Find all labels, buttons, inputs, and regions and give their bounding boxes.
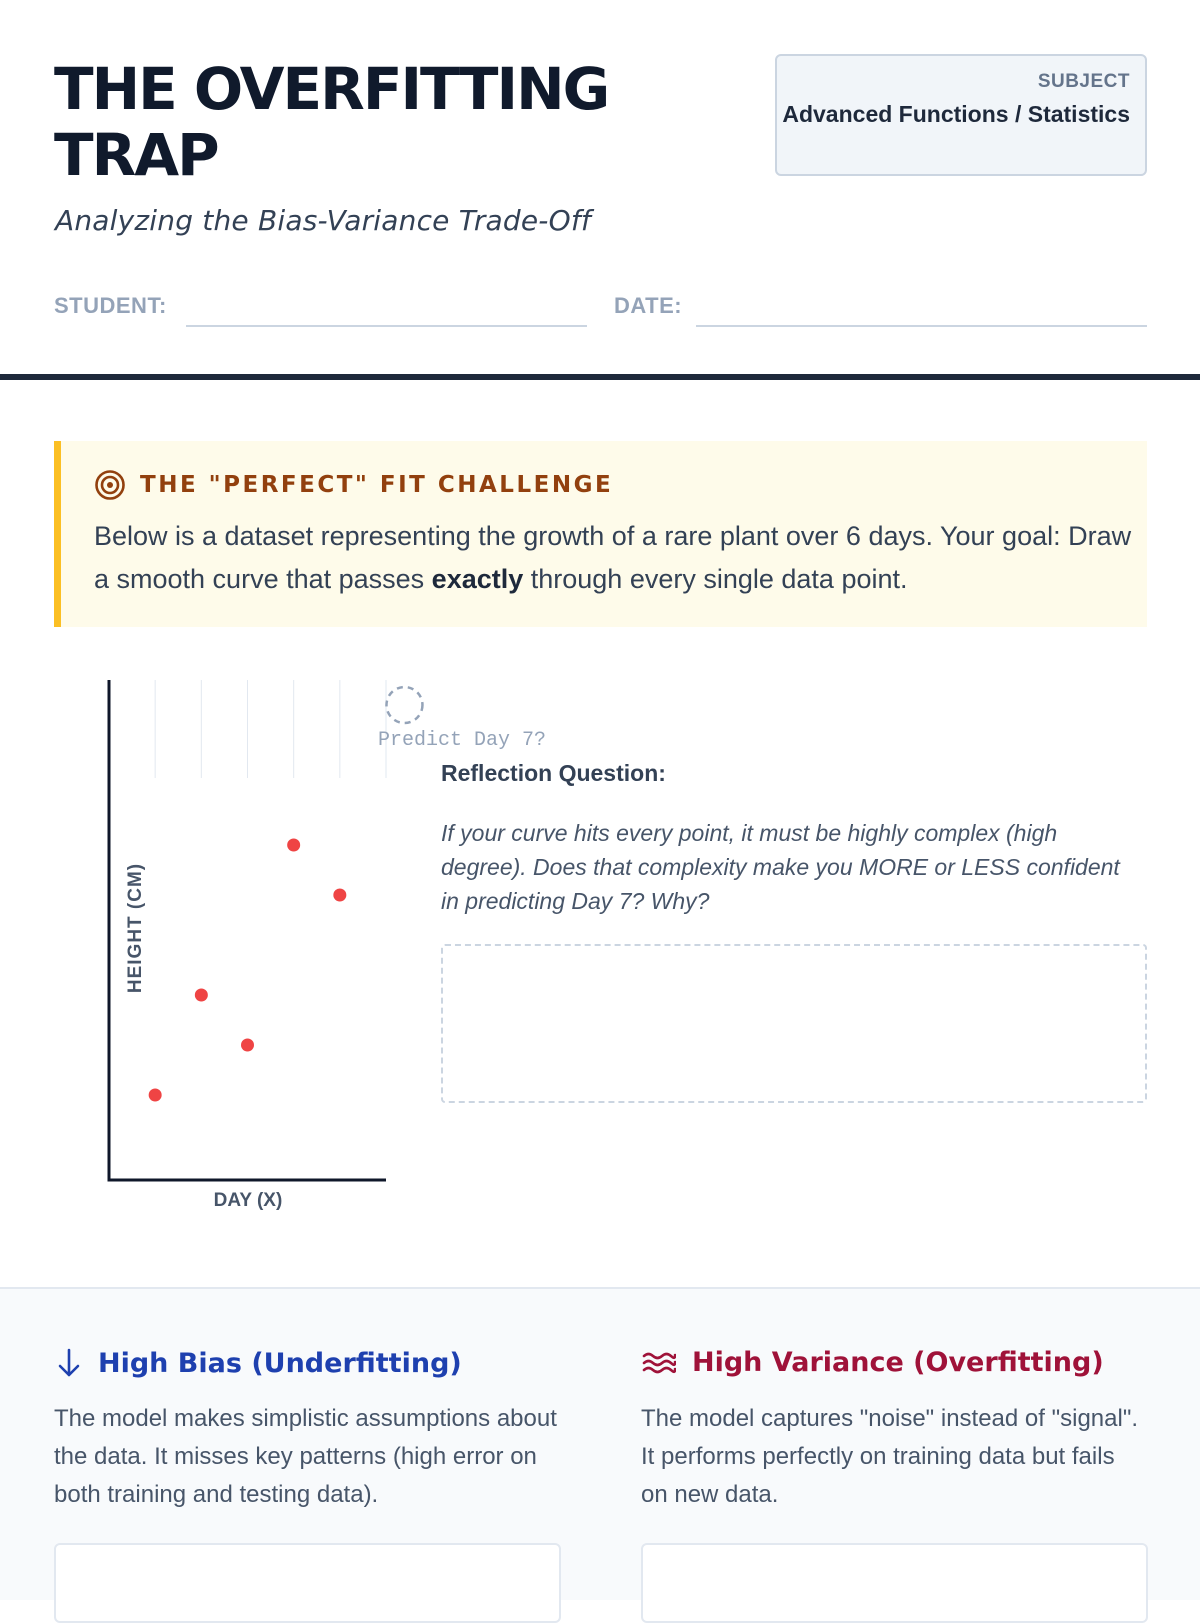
waves-icon [642,1350,676,1376]
data-point-1 [149,1089,162,1102]
subject-label: SUBJECT [1037,71,1130,92]
bias-title: High Bias (Underfitting) [98,1347,462,1379]
reflection-question: If your curve hits every point, it must be highly complex (high degree). Does that complexity make you MORE or LESS confident in predicting Day 7? Why? [441,820,1120,914]
y-axis-label: HEIGHT (CM) [125,862,146,994]
bias-answer-box[interactable] [54,1543,561,1623]
data-point-5 [333,889,346,902]
challenge-title: THE "PERFECT" FIT CHALLENGE [140,472,614,498]
bias-description: The model makes simplistic assumptions about the data. It misses key patterns (high error on both training and testing data). [54,1405,557,1508]
challenge-text-after: through every single data point. [523,564,908,594]
variance-description: The model captures "noise" instead of "signal". It performs perfectly on training data but fails on new data. [641,1405,1139,1508]
date-label: DATE: [614,293,683,318]
bias-heading [56,1347,462,1379]
variance-answer-box[interactable] [641,1543,1148,1623]
challenge-header [94,467,1147,503]
variance-heading [642,1347,1104,1378]
arrow-down-icon [56,1347,82,1379]
student-label: STUDENT: [54,293,167,318]
data-point-4 [287,839,300,852]
challenge-box [54,441,1147,627]
subject-box [775,54,1147,176]
subject-value: Advanced Functions / Statistics [782,101,1130,127]
reflection-answer-box[interactable] [441,944,1147,1103]
date-field[interactable] [696,325,1147,327]
student-name-field[interactable] [186,325,587,327]
predict-annotation: Predict Day 7? [378,729,547,752]
predict-point-marker [386,687,422,723]
challenge-text-bold: exactly [431,564,524,594]
data-point-3 [241,1039,254,1052]
page-title: THE OVERFITTING TRAP [54,55,609,189]
x-axis-label: DAY (X) [213,1190,283,1211]
challenge-text-before: Below is a dataset representing the growth of a rare plant over 6 days. Your goal: Draw a smooth curve that passes [94,521,1132,594]
variance-title: High Variance (Overfitting) [692,1347,1104,1378]
page-subtitle: Analyzing the Bias-Variance Trade-Off [55,204,591,237]
data-point-2 [195,989,208,1002]
reflection-title: Reflection Question: [441,760,666,786]
target-icon [94,469,126,501]
worksheet-header [0,0,1200,380]
challenge-instructions [94,515,1134,601]
